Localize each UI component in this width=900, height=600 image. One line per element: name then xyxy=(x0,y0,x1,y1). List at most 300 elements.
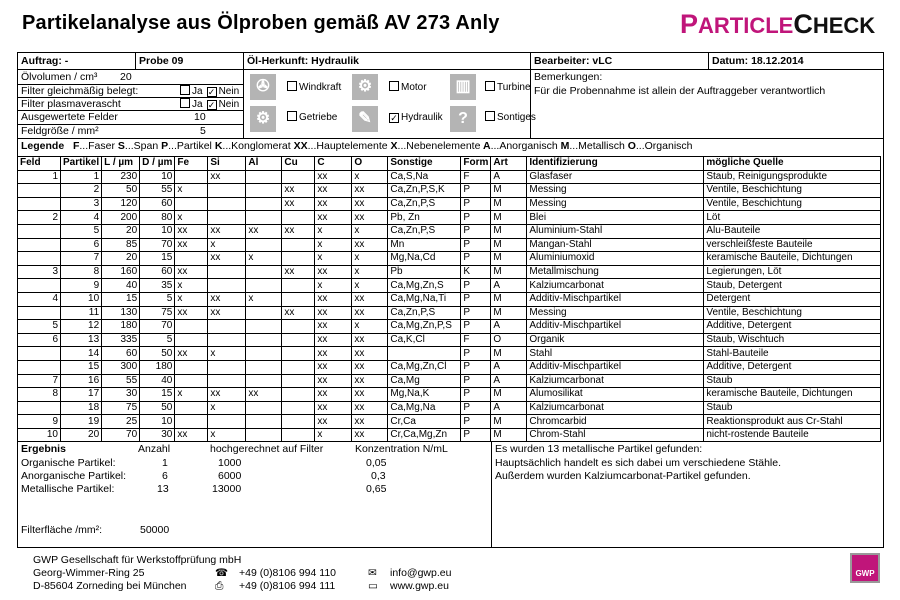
oelvolumen-value: 20 xyxy=(120,71,132,83)
phone-icon: ☎ xyxy=(215,567,229,579)
table-cell: Cr,Ca xyxy=(388,415,461,429)
result-row-filter: 1000 xyxy=(218,457,242,469)
table-cell: 9 xyxy=(18,415,61,429)
page-title: Partikelanalyse aus Ölproben gemäß AV 273 Anly xyxy=(22,12,500,34)
table-row xyxy=(18,333,881,347)
table-cell: 16 xyxy=(61,374,102,388)
bearbeiter-field: Bearbeiter: vLC xyxy=(534,55,613,67)
table-cell: 5 xyxy=(140,333,175,347)
table-cell: M xyxy=(491,238,527,252)
column-header: Art xyxy=(491,157,527,171)
table-cell xyxy=(282,170,315,184)
table-cell: 130 xyxy=(102,306,140,320)
table-cell: 11 xyxy=(61,306,102,320)
table-cell: 17 xyxy=(61,388,102,402)
table-cell xyxy=(282,211,315,225)
table-cell: xx xyxy=(352,428,388,442)
table-cell xyxy=(175,415,208,429)
table-cell: 40 xyxy=(102,279,140,293)
table-cell: 20 xyxy=(102,224,140,238)
table-cell xyxy=(246,197,282,211)
table-cell: 40 xyxy=(140,374,175,388)
table-cell: 20 xyxy=(61,428,102,442)
table-cell: xx xyxy=(315,197,352,211)
table-cell: x xyxy=(175,292,208,306)
gwp-logo: GWP xyxy=(850,553,880,583)
table-cell: 15 xyxy=(140,252,175,266)
column-header: D / µm xyxy=(140,157,175,171)
table-cell xyxy=(246,320,282,334)
table-cell xyxy=(208,197,246,211)
table-cell: P xyxy=(461,388,491,402)
table-cell xyxy=(246,306,282,320)
table-row xyxy=(18,306,881,320)
column-header: Si xyxy=(208,157,246,171)
table-cell: xx xyxy=(352,415,388,429)
table-cell: x xyxy=(175,211,208,225)
table-cell: xx xyxy=(208,224,246,238)
table-cell: 35 xyxy=(140,279,175,293)
table-cell: Chrom-Stahl xyxy=(527,428,704,442)
table-cell xyxy=(246,401,282,415)
table-cell: Ca,K,Cl xyxy=(388,333,461,347)
table-cell: 1 xyxy=(61,170,102,184)
auftrag-field: Auftrag: - xyxy=(21,55,69,67)
table-cell: xx xyxy=(352,374,388,388)
table-cell xyxy=(208,374,246,388)
table-cell: 15 xyxy=(140,388,175,402)
table-cell: P xyxy=(461,320,491,334)
table-cell: xx xyxy=(246,388,282,402)
nein-checkbox[interactable]: ✓ xyxy=(207,87,216,97)
bemerkungen-label: Bemerkungen: xyxy=(534,71,603,83)
filterflaeche-label: Filterfläche /mm²: xyxy=(21,524,103,536)
table-cell: xx xyxy=(315,170,352,184)
sontiges-option[interactable]: Sontiges xyxy=(481,111,536,124)
result-row-conc: 0,05 xyxy=(366,457,387,469)
table-cell: Ca,Zn,P,S xyxy=(388,224,461,238)
table-cell: Staub xyxy=(704,401,881,415)
table-cell: Staub, Detergent xyxy=(704,279,881,293)
table-cell: Staub xyxy=(704,374,881,388)
table-cell: Ca,Zn,P,S xyxy=(388,197,461,211)
table-cell xyxy=(175,252,208,266)
table-row xyxy=(18,415,881,429)
table-cell: Detergent xyxy=(704,292,881,306)
oelvolumen-label: Ölvolumen / cm³ xyxy=(21,71,98,83)
table-cell: 300 xyxy=(102,360,140,374)
table-cell xyxy=(246,265,282,279)
table-cell: P xyxy=(461,401,491,415)
table-cell xyxy=(246,184,282,198)
table-cell: Additiv-Mischpartikel xyxy=(527,292,704,306)
table-cell: xx xyxy=(175,347,208,361)
filter-plasma-label: Filter plasmaverascht xyxy=(21,98,121,110)
table-cell: 10 xyxy=(61,292,102,306)
table-cell: F xyxy=(461,333,491,347)
table-cell: xx xyxy=(175,428,208,442)
table-cell: xx xyxy=(208,252,246,266)
turbine-icon: ▥ xyxy=(450,74,476,100)
company-street: Georg-Wimmer-Ring 25 xyxy=(33,567,145,579)
motor-option[interactable]: Motor xyxy=(385,81,427,94)
table-cell: 25 xyxy=(102,415,140,429)
table-cell: 180 xyxy=(140,360,175,374)
table-cell: 15 xyxy=(61,360,102,374)
column-header: O xyxy=(352,157,388,171)
datum-field: Datum: 18.12.2014 xyxy=(712,55,804,67)
table-cell: 80 xyxy=(140,211,175,225)
table-cell: x xyxy=(246,252,282,266)
table-cell: K xyxy=(461,265,491,279)
table-cell: nicht-rostende Bauteile xyxy=(704,428,881,442)
table-cell: O xyxy=(491,333,527,347)
table-cell: x xyxy=(315,238,352,252)
result-row-filter: 6000 xyxy=(218,470,242,482)
table-cell: xx xyxy=(315,347,352,361)
ergebnis-label: Ergebnis xyxy=(21,443,66,455)
table-cell: 5 xyxy=(61,224,102,238)
table-cell: x xyxy=(352,252,388,266)
table-cell: xx xyxy=(282,265,315,279)
web-link[interactable]: www.gwp.eu xyxy=(390,580,449,592)
table-cell: x xyxy=(208,238,246,252)
table-cell xyxy=(282,388,315,402)
result-row-count: 1 xyxy=(162,457,168,469)
wind-turbine-icon: ✇ xyxy=(250,74,276,100)
table-cell: Kalziumcarbonat xyxy=(527,279,704,293)
table-cell: Alumosilikat xyxy=(527,388,704,402)
table-cell: Ca,Mg,Zn,P,S xyxy=(388,320,461,334)
column-header: Identifizierung xyxy=(527,157,704,171)
table-cell: 3 xyxy=(61,197,102,211)
turbine-option[interactable]: Turbine xyxy=(481,81,531,94)
particle-table xyxy=(17,156,881,442)
particlecheck-logo: PARTICLECHECK xyxy=(680,9,876,39)
company-city: D-85604 Zorneding bei München xyxy=(33,580,187,592)
table-cell: 50 xyxy=(140,401,175,415)
table-cell: M xyxy=(491,184,527,198)
table-cell: Ca,Mg,Na xyxy=(388,401,461,415)
table-row xyxy=(18,279,881,293)
table-cell xyxy=(246,428,282,442)
table-cell: Messing xyxy=(527,184,704,198)
table-cell: 60 xyxy=(140,265,175,279)
table-cell: P xyxy=(461,224,491,238)
table-cell: Mg,Na,K xyxy=(388,388,461,402)
result-row-filter: 13000 xyxy=(212,483,242,495)
table-cell: Cr,Ca,Mg,Zn xyxy=(388,428,461,442)
table-cell: xx xyxy=(352,197,388,211)
table-cell: 50 xyxy=(140,347,175,361)
table-row xyxy=(18,265,881,279)
table-cell: xx xyxy=(315,388,352,402)
motor-icon: ⚙ xyxy=(352,74,378,100)
table-cell: xx xyxy=(208,388,246,402)
column-header: Form xyxy=(461,157,491,171)
table-cell: x xyxy=(175,184,208,198)
table-cell: 3 xyxy=(18,265,61,279)
filter-gleichmaessig-options: Ja ✓ Nein xyxy=(176,85,239,98)
table-cell: xx xyxy=(352,347,388,361)
fax-icon: ⎙ xyxy=(215,580,224,592)
table-cell: 10 xyxy=(140,415,175,429)
table-cell: Chromcarbid xyxy=(527,415,704,429)
table-cell xyxy=(246,333,282,347)
filter-plasma-options: Ja ✓ Nein xyxy=(176,98,239,111)
table-cell: M xyxy=(491,388,527,402)
table-cell: xx xyxy=(352,184,388,198)
result-row-label: Anorganische Partikel: xyxy=(21,470,127,482)
table-cell xyxy=(208,415,246,429)
table-cell: 6 xyxy=(18,333,61,347)
table-cell: xx xyxy=(282,184,315,198)
table-cell: xx xyxy=(352,292,388,306)
table-cell: x xyxy=(315,252,352,266)
table-cell: xx xyxy=(246,224,282,238)
table-cell: M xyxy=(491,292,527,306)
table-cell xyxy=(208,184,246,198)
table-cell: Staub, Wischtuch xyxy=(704,333,881,347)
table-cell: xx xyxy=(315,415,352,429)
table-cell: Ventile, Beschichtung xyxy=(704,197,881,211)
table-cell: 60 xyxy=(102,347,140,361)
table-cell: x xyxy=(352,265,388,279)
table-cell: P xyxy=(461,415,491,429)
windkraft-option[interactable]: Windkraft xyxy=(283,81,341,94)
column-header: L / µm xyxy=(102,157,140,171)
table-cell xyxy=(282,320,315,334)
table-cell: 70 xyxy=(140,238,175,252)
table-cell: xx xyxy=(282,306,315,320)
table-cell: Additive, Detergent xyxy=(704,320,881,334)
table-cell: 1 xyxy=(18,170,61,184)
table-cell: M xyxy=(491,197,527,211)
table-cell: 14 xyxy=(61,347,102,361)
table-cell: Additiv-Mischpartikel xyxy=(527,360,704,374)
table-cell: x xyxy=(208,428,246,442)
table-cell xyxy=(246,360,282,374)
table-cell xyxy=(175,401,208,415)
result-row-label: Organische Partikel: xyxy=(21,457,116,469)
table-cell: M xyxy=(491,252,527,266)
question-icon: ? xyxy=(450,106,476,132)
table-row xyxy=(18,197,881,211)
table-cell xyxy=(282,238,315,252)
table-cell: A xyxy=(491,360,527,374)
table-cell: xx xyxy=(352,211,388,225)
table-row xyxy=(18,184,881,198)
table-cell xyxy=(18,306,61,320)
table-cell: xx xyxy=(315,360,352,374)
table-cell xyxy=(246,170,282,184)
table-cell: P xyxy=(461,211,491,225)
table-cell xyxy=(208,211,246,225)
table-cell xyxy=(282,347,315,361)
probe-field: Probe 09 xyxy=(139,55,184,67)
table-cell: P xyxy=(461,184,491,198)
hochgerechnet-header: hochgerechnet auf Filter xyxy=(210,443,324,455)
table-cell: M xyxy=(491,347,527,361)
table-cell: 15 xyxy=(102,292,140,306)
table-cell xyxy=(246,374,282,388)
table-row xyxy=(18,238,881,252)
table-row xyxy=(18,292,881,306)
result-row-conc: 0,65 xyxy=(366,483,387,495)
table-cell: 85 xyxy=(102,238,140,252)
table-cell: x xyxy=(315,279,352,293)
oel-herkunft-field: Öl-Herkunft: Hydraulik xyxy=(247,55,360,67)
table-cell: 55 xyxy=(140,184,175,198)
nein-checkbox[interactable]: ✓ xyxy=(207,100,216,110)
table-cell: xx xyxy=(352,238,388,252)
table-cell: 70 xyxy=(140,320,175,334)
table-row xyxy=(18,360,881,374)
table-cell: 10 xyxy=(140,170,175,184)
hydraulic-icon: ✎ xyxy=(352,106,378,132)
table-cell: Ca,Mg xyxy=(388,374,461,388)
table-cell: 5 xyxy=(18,320,61,334)
table-cell: 20 xyxy=(102,252,140,266)
table-cell: P xyxy=(461,197,491,211)
table-cell xyxy=(208,279,246,293)
filter-gleichmaessig-label: Filter gleichmäßig belegt: xyxy=(21,85,139,97)
table-cell: keramische Bauteile, Dichtungen xyxy=(704,388,881,402)
gear-icon: ⚙ xyxy=(250,106,276,132)
table-cell: Ventile, Beschichtung xyxy=(704,184,881,198)
table-cell: M xyxy=(491,224,527,238)
result-row-count: 6 xyxy=(162,470,168,482)
table-cell: x xyxy=(352,320,388,334)
feldgroesse-label: Feldgröße / mm² xyxy=(21,125,99,137)
table-cell: x xyxy=(208,347,246,361)
column-header: Fe xyxy=(175,157,208,171)
table-cell: 2 xyxy=(61,184,102,198)
table-cell xyxy=(175,197,208,211)
konzentration-header: Konzentration N/mL xyxy=(355,443,448,455)
table-cell xyxy=(282,292,315,306)
table-cell: 19 xyxy=(61,415,102,429)
table-cell: 200 xyxy=(102,211,140,225)
column-header: Sonstige xyxy=(388,157,461,171)
table-cell xyxy=(282,279,315,293)
table-cell: xx xyxy=(175,238,208,252)
company-name: GWP Gesellschaft für Werkstoffprüfung mbH xyxy=(33,554,242,566)
table-cell xyxy=(282,415,315,429)
legend: Legende F...Faser S...Span P...Partikel K...Konglomerat XX...Hauptelemente X...Nebenelemente A...Anorganisch M...Metallisch O...Organisch xyxy=(21,140,693,152)
ja-checkbox[interactable] xyxy=(180,85,190,95)
table-cell: P xyxy=(461,306,491,320)
table-cell: P xyxy=(461,252,491,266)
table-cell xyxy=(18,360,61,374)
table-cell: A xyxy=(491,320,527,334)
table-cell: Additive, Detergent xyxy=(704,360,881,374)
table-cell xyxy=(282,252,315,266)
summary-line: Außerdem wurden Kalziumcarbonat-Partikel gefunden. xyxy=(495,470,751,482)
table-cell: xx xyxy=(315,320,352,334)
table-cell xyxy=(175,320,208,334)
table-cell xyxy=(18,184,61,198)
table-cell: xx xyxy=(315,333,352,347)
table-cell: xx xyxy=(282,197,315,211)
table-cell: Legierungen, Löt xyxy=(704,265,881,279)
ja-checkbox[interactable] xyxy=(180,98,190,108)
table-cell: A xyxy=(491,374,527,388)
table-cell: Löt xyxy=(704,211,881,225)
table-cell: 70 xyxy=(102,428,140,442)
table-cell: xx xyxy=(282,224,315,238)
table-cell: 8 xyxy=(18,388,61,402)
email-link[interactable]: info@gwp.eu xyxy=(390,567,452,579)
result-row-count: 13 xyxy=(157,483,169,495)
table-cell: x xyxy=(352,224,388,238)
table-cell: P xyxy=(461,292,491,306)
table-cell: A xyxy=(491,401,527,415)
table-row xyxy=(18,252,881,266)
table-cell: Mangan-Stahl xyxy=(527,238,704,252)
hydraulik-option[interactable]: ✓ Hydraulik xyxy=(390,112,443,123)
table-cell xyxy=(246,415,282,429)
table-cell: M xyxy=(491,265,527,279)
table-cell: M xyxy=(491,211,527,225)
table-cell: P xyxy=(461,347,491,361)
fax-number: +49 (0)8106 994 111 xyxy=(239,580,336,592)
table-cell: 30 xyxy=(102,388,140,402)
table-cell: Stahl-Bauteile xyxy=(704,347,881,361)
phone-number: +49 (0)8106 994 110 xyxy=(239,567,337,579)
table-cell: 50 xyxy=(102,184,140,198)
table-cell: Mg,Na,Cd xyxy=(388,252,461,266)
table-cell: Metallmischung xyxy=(527,265,704,279)
table-cell xyxy=(282,360,315,374)
table-cell: xx xyxy=(352,306,388,320)
table-cell: 180 xyxy=(102,320,140,334)
table-cell xyxy=(208,360,246,374)
table-row xyxy=(18,224,881,238)
table-cell: M xyxy=(491,428,527,442)
table-cell: 8 xyxy=(61,265,102,279)
table-cell: xx xyxy=(315,306,352,320)
table-cell: 18 xyxy=(61,401,102,415)
table-cell: xx xyxy=(352,388,388,402)
getriebe-option[interactable]: Getriebe xyxy=(283,111,337,124)
table-cell: M xyxy=(491,306,527,320)
table-cell xyxy=(208,320,246,334)
table-cell: P xyxy=(461,279,491,293)
table-cell: 4 xyxy=(18,292,61,306)
table-cell: 7 xyxy=(18,374,61,388)
table-row xyxy=(18,170,881,184)
table-cell xyxy=(18,279,61,293)
table-cell xyxy=(388,347,461,361)
table-cell: 2 xyxy=(18,211,61,225)
table-cell: 30 xyxy=(140,428,175,442)
table-row xyxy=(18,401,881,415)
filterflaeche-value: 50000 xyxy=(140,524,170,536)
table-cell: x xyxy=(315,428,352,442)
table-cell: 12 xyxy=(61,320,102,334)
column-header: mögliche Quelle xyxy=(704,157,881,171)
table-cell: xx xyxy=(175,224,208,238)
table-cell: verschleißfeste Bauteile xyxy=(704,238,881,252)
table-cell: keramische Bauteile, Dichtungen xyxy=(704,252,881,266)
table-cell: Ca,Zn,P,S xyxy=(388,306,461,320)
table-cell: Aluminium-Stahl xyxy=(527,224,704,238)
summary-line: Es wurden 13 metallische Partikel gefunden: xyxy=(495,443,703,455)
web-icon: ▭ xyxy=(368,580,378,592)
table-cell: Ca,Mg,Zn,S xyxy=(388,279,461,293)
column-header: C xyxy=(315,157,352,171)
